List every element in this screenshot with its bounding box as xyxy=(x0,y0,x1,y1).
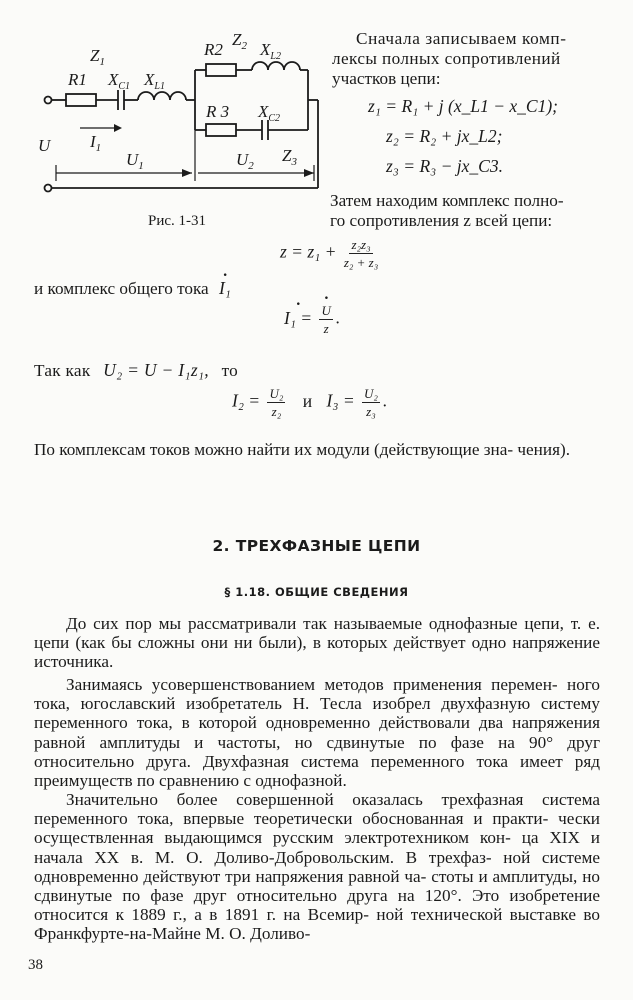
current-text-words: и комплекс общего тока xyxy=(34,279,209,298)
u2-arrowhead xyxy=(304,169,314,177)
section-title: 2. ТРЕХФАЗНЫЕ ЦЕПИ xyxy=(212,537,421,555)
paragraph-2: Занимаясь усовершенствованием методов применения перемен- ного тока, югославский изобретатель Н. Тесла изобрел двухфазную систему переменного тока, в которой одновременно действовали два напряжения равной амплитуды и частоты, но сдвинутые по фазе на 90° друг относительно друга. Двухфазная система переменного тока имеет ряд преимуществ по сравнению с однофазной. xyxy=(34,675,600,791)
i3-num: U₂ xyxy=(364,386,378,401)
z-total-den: z₂ + z₃ xyxy=(343,255,379,270)
equation-z3: z₃ = R₃ − jx_C3. xyxy=(386,156,503,176)
label-z1: $Z_1$ xyxy=(90,46,105,68)
current-symbol: · I₁ xyxy=(219,277,231,299)
label-xc1: $X_{C1}$ xyxy=(108,70,131,92)
label-u1: $U_1$ xyxy=(126,150,144,172)
label-xl1: $X_{L1}$ xyxy=(144,70,165,92)
paragraph-3: Значительно более совершенной оказалась трехфазная система переменного тока, впервые теоретически обоснованная и практи- чески осуществленная выдающимся русским электротехником кон- ца XIX и начала XX в. М. О. Доливо-Добровольским. В трехфаз- ной системе одновременно действуют три напряжения равной ча- стоты и амплитуды, но сдвинутые по фазе друг относительно друга на 120°. Это изобретение относится к 1889 г., а в 1891 г. на Всемир- ной технической выставке во Франкфурте-на-Майне М. О. Доливо- xyxy=(34,790,600,944)
current-arrowhead xyxy=(114,124,122,132)
i2-den: z₂ xyxy=(271,404,282,419)
label-xl2: $X_{L2}$ xyxy=(260,40,281,62)
figure-caption: Рис. 1-31 xyxy=(148,213,207,229)
label-xc2: $X_{C2}$ xyxy=(258,102,281,124)
and-word: и xyxy=(302,390,313,411)
circuit-diagram xyxy=(30,25,330,210)
label-u2: $U_2$ xyxy=(236,150,254,172)
u1-arrowhead xyxy=(182,169,192,177)
i2-num: U₂ xyxy=(269,386,284,401)
i3-end: . xyxy=(382,390,388,411)
resistor-r2 xyxy=(206,64,236,76)
equation-i1 xyxy=(284,303,340,336)
z-total-lhs: z = z₁ + xyxy=(280,241,337,262)
intro-line-3: участков цепи: xyxy=(332,69,441,88)
i1-num: · U xyxy=(319,303,332,320)
equation-z-total xyxy=(280,237,381,270)
i1-fraction xyxy=(319,303,332,336)
resistor-r3 xyxy=(206,124,236,136)
subsection-title: § 1.18. ОБЩИЕ СВЕДЕНИЯ xyxy=(224,585,409,599)
terminal-top xyxy=(45,97,52,104)
equation-z2: z₂ = R₂ + jx_L2; xyxy=(386,126,503,146)
i1-end: . xyxy=(335,307,341,328)
since-line xyxy=(34,359,238,382)
modules-paragraph: По комплексам токов можно найти их модули (действующие зна- чения). xyxy=(34,440,570,459)
since-suffix: то xyxy=(221,361,239,380)
resistor-r1 xyxy=(66,94,96,106)
label-r2: R2 xyxy=(204,40,223,59)
i1-den: z xyxy=(323,321,329,336)
then-line-2: го сопротивления z всей цепи: xyxy=(330,211,553,230)
i1-lhs: · I₁ = xyxy=(284,308,312,329)
i2-lhs: I₂ = xyxy=(232,390,261,411)
i3-fraction xyxy=(362,386,380,419)
inductor-l1 xyxy=(138,92,186,100)
page-number: 38 xyxy=(28,957,43,973)
then-line-1: Затем находим комплекс полно- xyxy=(330,191,564,210)
label-i1: $I_1$ xyxy=(90,132,102,154)
label-r3: R 3 xyxy=(206,102,230,121)
current-text xyxy=(34,277,231,300)
intro-line-1: Сначала записываем комп- xyxy=(356,29,567,48)
terminal-bottom xyxy=(45,185,52,192)
paragraph-1: До сих пор мы рассматривали так называемые однофазные цепи, т. е. цепи (как бы сложны они ни были), в которых действует одно напряжение источника. xyxy=(34,614,600,672)
i3-lhs: I₃ = xyxy=(326,390,355,411)
inductor-l2 xyxy=(252,62,300,70)
since-formula: U₂ = U − I₁z₁, xyxy=(103,360,209,380)
intro-line-2: лексы полных сопротивлений xyxy=(332,49,561,68)
label-z3: $Z_3$ xyxy=(282,146,297,168)
i2-fraction xyxy=(267,386,285,419)
equation-z1: z₁ = R₁ + j (x_L1 − x_C1); xyxy=(368,96,559,116)
label-u: U xyxy=(38,136,51,155)
z-total-fraction xyxy=(344,237,378,270)
label-r1: R1 xyxy=(68,70,87,89)
z-total-num: z₂z₃ xyxy=(351,237,371,252)
i3-den: z₃ xyxy=(366,404,376,419)
label-z2: $Z_2$ xyxy=(232,30,247,52)
equation-i2-i3 xyxy=(232,386,387,419)
since-prefix: Так как xyxy=(34,361,91,380)
